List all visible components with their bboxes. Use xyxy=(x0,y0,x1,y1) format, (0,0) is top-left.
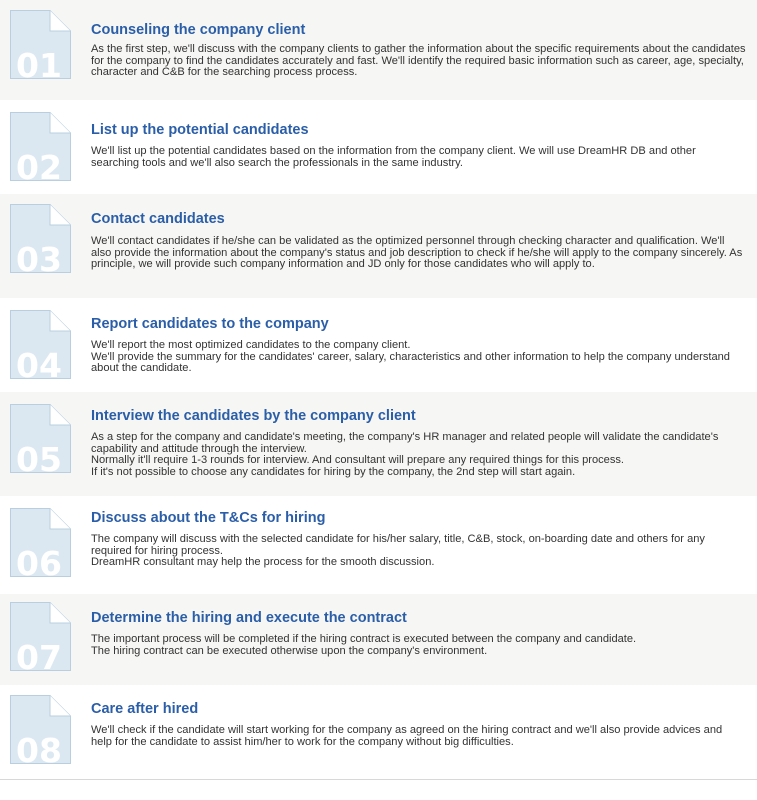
step-4 xyxy=(0,298,757,392)
document-icon xyxy=(10,602,71,677)
description-line: As a step for the company and candidate's meeting, the company's HR manager and related people will validate the candidate's capability and attitude through the interview. xyxy=(91,431,719,455)
bottom-divider xyxy=(0,779,757,780)
document-icon xyxy=(10,10,71,85)
step-3 xyxy=(0,194,757,298)
step-description xyxy=(91,340,746,375)
step-5 xyxy=(0,392,757,496)
step-description xyxy=(91,44,746,79)
description-line: The company will discuss with the selected candidate for his/her salary, title, C&B, stock, on-boarding date and others for any required for hiring process. xyxy=(91,533,705,557)
description-line: We'll provide the summary for the candidates' career, salary, characteristics and other information to help the company understand about the candidate. xyxy=(91,350,730,375)
step-title: Determine the hiring and execute the contract xyxy=(91,610,407,626)
step-title: Counseling the company client xyxy=(91,22,306,38)
document-icon xyxy=(10,310,71,385)
description-line: We'll check if the candidate will start working for the company as agreed on the hiring contract and we'll also provide advices and help for the candidate to assist him/her to work for the company without big difficulties. xyxy=(91,724,723,748)
step-number: 01 xyxy=(16,46,62,85)
description-line: DreamHR consultant may help the process for the smooth discussion. xyxy=(91,556,435,569)
step-7 xyxy=(0,594,757,685)
description-line: If it's not possible to choose any candidates for hiring by the company, the 2nd step will start again. xyxy=(91,465,576,478)
step-title: List up the potential candidates xyxy=(91,122,309,138)
document-icon xyxy=(10,112,71,187)
description-line: Normally it'll require 1-3 rounds for interview. And consultant will prepare any required things for this process. xyxy=(91,454,625,467)
step-number: 08 xyxy=(16,731,62,770)
step-title: Discuss about the T&Cs for hiring xyxy=(91,510,326,526)
step-8 xyxy=(0,685,757,779)
step-6 xyxy=(0,496,757,594)
description-line: We'll report the most optimized candidates to the company client. xyxy=(91,339,411,351)
step-description xyxy=(91,432,746,478)
description-line: The hiring contract can be executed otherwise upon the company's environment. xyxy=(91,644,488,657)
step-description xyxy=(91,634,746,657)
step-title: Contact candidates xyxy=(91,211,225,227)
description-line: As the first step, we'll discuss with the company clients to gather the information about the specific requirements about the candidates for the company to find the candidates accurately and fast. We'll identify the required basic information such as career, age, specialty, character and C&B for the searching process process. xyxy=(91,43,746,79)
step-2 xyxy=(0,100,757,194)
step-1 xyxy=(0,0,757,100)
step-title: Report candidates to the company xyxy=(91,316,329,332)
description-line: We'll list up the potential candidates based on the information from the company client. We will use DreamHR DB and other searching tools and we'll also search the professionals in the same industry. xyxy=(91,145,696,169)
description-line: The important process will be completed if the hiring contract is executed between the company and candidate. xyxy=(91,633,637,645)
step-description xyxy=(91,534,746,569)
document-icon xyxy=(10,204,71,279)
step-title: Interview the candidates by the company client xyxy=(91,408,416,424)
document-icon xyxy=(10,695,71,770)
description-line: We'll contact candidates if he/she can be validated as the optimized personnel through checking character and qualification. We'll also provide the information about the company's status and job description to check if he/she will apply to the company sincerely. As principle, we will provide such company information and JD only for those candidates who will apply to. xyxy=(91,235,743,271)
document-icon xyxy=(10,508,71,583)
step-description xyxy=(91,146,746,169)
step-number: 04 xyxy=(16,346,62,385)
step-description xyxy=(91,236,746,271)
step-title: Care after hired xyxy=(91,701,199,717)
step-description xyxy=(91,725,746,748)
step-number: 02 xyxy=(16,148,62,187)
step-number: 03 xyxy=(16,240,62,279)
step-number: 05 xyxy=(16,440,62,479)
step-number: 07 xyxy=(16,638,62,677)
step-number: 06 xyxy=(16,544,62,583)
document-icon xyxy=(10,404,71,479)
